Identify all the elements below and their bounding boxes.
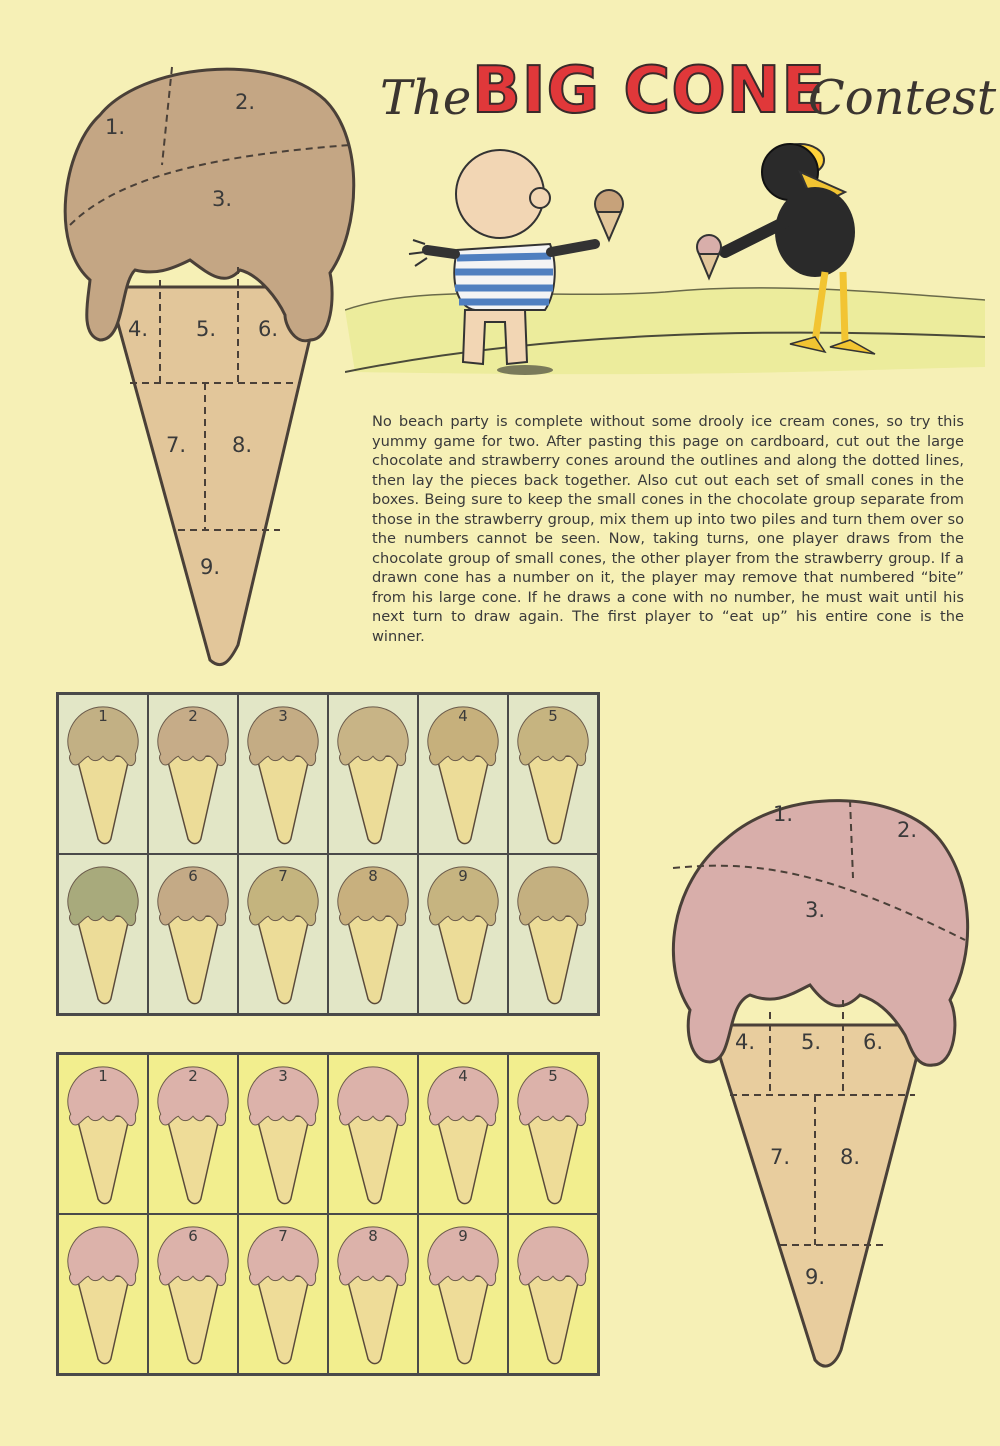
strawberry-card-number: 3 — [278, 1067, 288, 1085]
chocolate-card — [328, 694, 418, 854]
cone-piece-4: 4. — [128, 317, 149, 341]
strawberry-card-number: 5 — [548, 1067, 558, 1085]
strawberry-piece-5: 5. — [801, 1030, 822, 1054]
strawberry-card — [328, 1054, 418, 1214]
chocolate-card-number: 9 — [458, 867, 468, 885]
instructions-paragraph: No beach party is complete without some drooly ice cream cones, so try this yummy game for two. After pasting this page on cardboard, cut out the large chocolate and strawberry cones around the outlines and along the dotted lines, then lay the pieces back together. Also cut out each set of small cones in the boxes. Being sure to keep the small cones in the chocolate group separate from those in the strawberry group, mix them up into two piles and turn them over so the numbers cannot be seen. Now, taking turns, one player draws from the chocolate group of small cones, the other player from the strawberry group. If a drawn cone has a number on it, the player may remove that numbered “bite” from his large cone. If he draws a cone with no number, he must wait until his next turn to draw again. The first player to “eat up” his entire cone is the winner. — [372, 413, 964, 645]
strawberry-card — [238, 1054, 328, 1214]
strawberry-card — [508, 1054, 598, 1214]
cone-piece-2: 2. — [235, 90, 256, 114]
title-suffix: Contest — [808, 70, 997, 126]
page-title — [372, 52, 997, 142]
strawberry-cone-shape — [710, 1025, 925, 1366]
strawberry-cards-grid — [56, 1052, 600, 1376]
strawberry-piece-1: 1. — [773, 802, 794, 826]
strawberry-card — [418, 1054, 508, 1214]
title-highlight: BIG CONE — [472, 54, 827, 128]
strawberry-card-number: 4 — [458, 1067, 468, 1085]
strawberry-card-number: 6 — [188, 1227, 198, 1245]
strawberry-card-number: 8 — [368, 1227, 378, 1245]
strawberry-piece-6: 6. — [863, 1030, 884, 1054]
strawberry-card-number: 2 — [188, 1067, 198, 1085]
chocolate-card — [238, 854, 328, 1014]
chocolate-card — [58, 694, 148, 854]
cone-piece-1: 1. — [105, 115, 126, 139]
chocolate-card-number: 4 — [458, 707, 468, 725]
strawberry-card-number: 1 — [98, 1067, 108, 1085]
cone-piece-3: 3. — [212, 187, 233, 211]
chocolate-card-number: 8 — [368, 867, 378, 885]
chocolate-card — [418, 694, 508, 854]
strawberry-card — [238, 1214, 328, 1374]
chocolate-card-number: 3 — [278, 707, 288, 725]
chocolate-card-number: 5 — [548, 707, 558, 725]
chocolate-card — [508, 694, 598, 854]
chocolate-card-number: 1 — [98, 707, 108, 725]
beach-sand — [345, 288, 985, 374]
strawberry-card — [508, 1214, 598, 1374]
chocolate-card — [238, 694, 328, 854]
chocolate-card — [328, 854, 418, 1014]
cone-piece-9: 9. — [200, 555, 221, 579]
chocolate-card — [418, 854, 508, 1014]
strawberry-card — [148, 1214, 238, 1374]
chocolate-cards-grid — [56, 692, 600, 1016]
strawberry-piece-3: 3. — [805, 898, 826, 922]
strawberry-card — [58, 1214, 148, 1374]
chocolate-card-number: 2 — [188, 707, 198, 725]
chocolate-card — [58, 854, 148, 1014]
chocolate-card — [148, 854, 238, 1014]
chocolate-card-number: 6 — [188, 867, 198, 885]
large-strawberry-cone — [665, 790, 975, 1375]
chocolate-card — [508, 854, 598, 1014]
strawberry-card — [328, 1214, 418, 1374]
cone-piece-5: 5. — [196, 317, 217, 341]
strawberry-piece-8: 8. — [840, 1145, 861, 1169]
strawberry-card-number: 9 — [458, 1227, 468, 1245]
large-chocolate-cone — [60, 55, 360, 675]
strawberry-card — [58, 1054, 148, 1214]
strawberry-piece-4: 4. — [735, 1030, 756, 1054]
cone-piece-8: 8. — [232, 433, 253, 457]
strawberry-piece-9: 9. — [805, 1265, 826, 1289]
strawberry-card — [148, 1054, 238, 1214]
cone-piece-6: 6. — [258, 317, 279, 341]
chocolate-card-number: 7 — [278, 867, 288, 885]
cone-shape — [108, 287, 322, 665]
title-prefix: The — [380, 70, 472, 126]
strawberry-card-number: 7 — [278, 1227, 288, 1245]
strawberry-piece-2: 2. — [897, 818, 918, 842]
cone-piece-7: 7. — [166, 433, 187, 457]
strawberry-card — [418, 1214, 508, 1374]
chocolate-card — [148, 694, 238, 854]
beach-illustration — [345, 132, 985, 382]
strawberry-piece-7: 7. — [770, 1145, 791, 1169]
